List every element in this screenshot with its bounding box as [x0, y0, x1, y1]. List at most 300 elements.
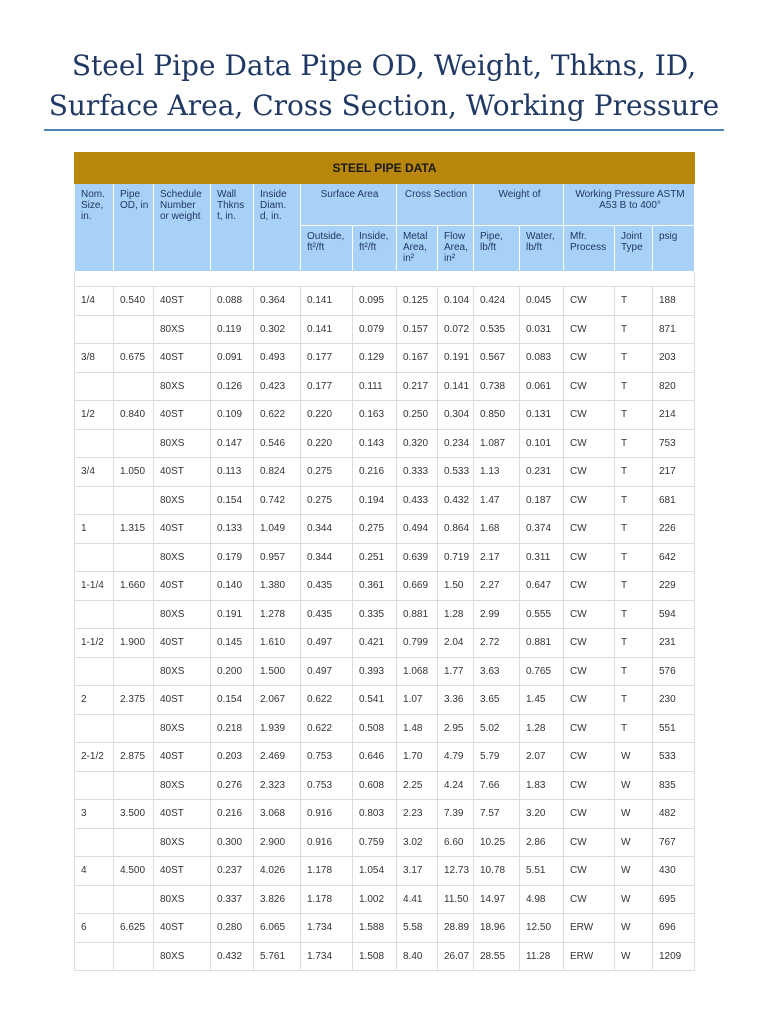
- cell-nom-size: [75, 771, 114, 800]
- cell-inside-diameter: 1.610: [254, 629, 301, 658]
- table-row: [75, 828, 695, 857]
- cell-nom-size: [75, 828, 114, 857]
- cell-inside-area: 0.335: [353, 600, 397, 629]
- cell-pipe-weight: 2.72: [474, 629, 520, 658]
- cell-pipe-weight: 10.78: [474, 857, 520, 886]
- cell-joint-type: T: [615, 629, 653, 658]
- cell-nom-size: 4: [75, 857, 114, 886]
- cell-inside-diameter: 6.065: [254, 914, 301, 943]
- cell-metal-area: 0.250: [397, 401, 438, 430]
- table-row: [75, 315, 695, 344]
- cell-psig: 231: [653, 629, 695, 658]
- cell-pipe-weight: 0.567: [474, 344, 520, 373]
- cell-pipe-od: 0.540: [114, 287, 154, 316]
- cell-water-weight: 3.20: [520, 800, 564, 829]
- table-row: [75, 657, 695, 686]
- cell-pipe-weight: 3.65: [474, 686, 520, 715]
- cell-metal-area: 0.799: [397, 629, 438, 658]
- cell-mfr-process: ERW: [564, 914, 615, 943]
- cell-inside-area: 0.163: [353, 401, 397, 430]
- cell-water-weight: 1.28: [520, 714, 564, 743]
- cell-schedule: 80XS: [154, 429, 211, 458]
- table-banner: STEEL PIPE DATA: [75, 153, 695, 184]
- cell-pipe-weight: 5.02: [474, 714, 520, 743]
- cell-psig: 226: [653, 515, 695, 544]
- cell-wall-thickness: 0.145: [211, 629, 254, 658]
- table-row: [75, 942, 695, 971]
- cell-pipe-weight: 2.17: [474, 543, 520, 572]
- cell-wall-thickness: 0.119: [211, 315, 254, 344]
- cell-pipe-od: 1.660: [114, 572, 154, 601]
- cell-schedule: 80XS: [154, 600, 211, 629]
- cell-mfr-process: CW: [564, 372, 615, 401]
- cell-psig: 835: [653, 771, 695, 800]
- cell-water-weight: 4.98: [520, 885, 564, 914]
- cell-outside-area: 0.220: [301, 429, 353, 458]
- cell-inside-diameter: 0.493: [254, 344, 301, 373]
- cell-joint-type: T: [615, 315, 653, 344]
- cell-nom-size: [75, 429, 114, 458]
- cell-schedule: 40ST: [154, 857, 211, 886]
- cell-outside-area: 0.753: [301, 771, 353, 800]
- cell-mfr-process: CW: [564, 515, 615, 544]
- cell-flow-area: 0.072: [438, 315, 474, 344]
- cell-water-weight: 0.061: [520, 372, 564, 401]
- table-row: [75, 714, 695, 743]
- cell-metal-area: 5.58: [397, 914, 438, 943]
- cell-joint-type: T: [615, 486, 653, 515]
- table-row: [75, 458, 695, 487]
- cell-schedule: 40ST: [154, 458, 211, 487]
- header-surface-area: Surface Area: [301, 184, 397, 226]
- cell-inside-area: 0.111: [353, 372, 397, 401]
- cell-wall-thickness: 0.200: [211, 657, 254, 686]
- cell-metal-area: 8.40: [397, 942, 438, 971]
- cell-nom-size: [75, 942, 114, 971]
- cell-nom-size: [75, 486, 114, 515]
- cell-wall-thickness: 0.113: [211, 458, 254, 487]
- cell-joint-type: W: [615, 857, 653, 886]
- cell-outside-area: 0.753: [301, 743, 353, 772]
- cell-pipe-od: [114, 543, 154, 572]
- cell-joint-type: W: [615, 942, 653, 971]
- cell-pipe-od: 1.050: [114, 458, 154, 487]
- cell-pipe-od: 4.500: [114, 857, 154, 886]
- cell-pipe-od: [114, 486, 154, 515]
- cell-pipe-weight: 1.13: [474, 458, 520, 487]
- cell-flow-area: 0.304: [438, 401, 474, 430]
- cell-pipe-od: [114, 828, 154, 857]
- steel-pipe-table-container: [74, 152, 694, 971]
- cell-outside-area: 0.916: [301, 800, 353, 829]
- cell-water-weight: 0.045: [520, 287, 564, 316]
- cell-psig: 533: [653, 743, 695, 772]
- cell-nom-size: [75, 543, 114, 572]
- cell-joint-type: W: [615, 914, 653, 943]
- cell-mfr-process: CW: [564, 315, 615, 344]
- cell-schedule: 40ST: [154, 686, 211, 715]
- cell-schedule: 40ST: [154, 914, 211, 943]
- cell-mfr-process: CW: [564, 857, 615, 886]
- cell-mfr-process: CW: [564, 287, 615, 316]
- cell-inside-area: 0.194: [353, 486, 397, 515]
- header-metal-area: Metal Area, in²: [397, 226, 438, 272]
- cell-inside-area: 0.759: [353, 828, 397, 857]
- cell-metal-area: 3.02: [397, 828, 438, 857]
- cell-pipe-weight: 2.99: [474, 600, 520, 629]
- cell-pipe-od: [114, 942, 154, 971]
- cell-water-weight: 0.765: [520, 657, 564, 686]
- cell-flow-area: 7.39: [438, 800, 474, 829]
- cell-wall-thickness: 0.088: [211, 287, 254, 316]
- cell-joint-type: W: [615, 885, 653, 914]
- cell-water-weight: 0.647: [520, 572, 564, 601]
- cell-inside-area: 0.803: [353, 800, 397, 829]
- cell-joint-type: T: [615, 686, 653, 715]
- cell-schedule: 80XS: [154, 315, 211, 344]
- cell-wall-thickness: 0.432: [211, 942, 254, 971]
- cell-schedule: 80XS: [154, 828, 211, 857]
- cell-joint-type: W: [615, 828, 653, 857]
- cell-joint-type: T: [615, 372, 653, 401]
- cell-psig: 229: [653, 572, 695, 601]
- cell-joint-type: T: [615, 600, 653, 629]
- cell-outside-area: 0.344: [301, 543, 353, 572]
- cell-psig: 482: [653, 800, 695, 829]
- cell-flow-area: 0.104: [438, 287, 474, 316]
- cell-nom-size: [75, 714, 114, 743]
- cell-flow-area: 0.719: [438, 543, 474, 572]
- cell-inside-diameter: 0.824: [254, 458, 301, 487]
- header-joint-type: Joint Type: [615, 226, 653, 272]
- cell-wall-thickness: 0.276: [211, 771, 254, 800]
- cell-mfr-process: CW: [564, 629, 615, 658]
- header-mfr-process: Mfr. Process: [564, 226, 615, 272]
- cell-metal-area: 0.433: [397, 486, 438, 515]
- cell-metal-area: 0.494: [397, 515, 438, 544]
- cell-nom-size: [75, 600, 114, 629]
- cell-flow-area: 6.60: [438, 828, 474, 857]
- cell-nom-size: [75, 885, 114, 914]
- cell-nom-size: 1/4: [75, 287, 114, 316]
- cell-flow-area: 4.79: [438, 743, 474, 772]
- cell-psig: 214: [653, 401, 695, 430]
- header-pipe-od: Pipe OD, in: [114, 184, 154, 272]
- cell-metal-area: 1.068: [397, 657, 438, 686]
- cell-pipe-weight: 1.087: [474, 429, 520, 458]
- cell-metal-area: 0.669: [397, 572, 438, 601]
- cell-nom-size: 3/8: [75, 344, 114, 373]
- cell-schedule: 40ST: [154, 629, 211, 658]
- table-row: [75, 572, 695, 601]
- cell-schedule: 80XS: [154, 543, 211, 572]
- cell-mfr-process: CW: [564, 600, 615, 629]
- cell-inside-area: 1.002: [353, 885, 397, 914]
- header-psig: psig: [653, 226, 695, 272]
- cell-outside-area: 0.275: [301, 486, 353, 515]
- cell-outside-area: 0.275: [301, 458, 353, 487]
- cell-psig: 642: [653, 543, 695, 572]
- cell-psig: 203: [653, 344, 695, 373]
- cell-inside-area: 1.508: [353, 942, 397, 971]
- cell-outside-area: 0.497: [301, 657, 353, 686]
- cell-water-weight: 0.311: [520, 543, 564, 572]
- cell-inside-area: 0.361: [353, 572, 397, 601]
- cell-pipe-weight: 1.68: [474, 515, 520, 544]
- table-row: [75, 885, 695, 914]
- cell-metal-area: 2.23: [397, 800, 438, 829]
- cell-inside-area: 0.646: [353, 743, 397, 772]
- cell-psig: 576: [653, 657, 695, 686]
- table-row: [75, 401, 695, 430]
- cell-inside-diameter: 0.302: [254, 315, 301, 344]
- cell-nom-size: [75, 315, 114, 344]
- cell-metal-area: 3.17: [397, 857, 438, 886]
- cell-metal-area: 1.07: [397, 686, 438, 715]
- cell-pipe-weight: 2.27: [474, 572, 520, 601]
- cell-nom-size: 3/4: [75, 458, 114, 487]
- cell-mfr-process: CW: [564, 714, 615, 743]
- cell-inside-area: 0.216: [353, 458, 397, 487]
- cell-flow-area: 28.89: [438, 914, 474, 943]
- cell-schedule: 80XS: [154, 657, 211, 686]
- cell-flow-area: 4.24: [438, 771, 474, 800]
- cell-flow-area: 2.04: [438, 629, 474, 658]
- header-cross-section: Cross Section: [397, 184, 474, 226]
- cell-nom-size: 3: [75, 800, 114, 829]
- cell-nom-size: 1: [75, 515, 114, 544]
- cell-mfr-process: CW: [564, 686, 615, 715]
- cell-pipe-weight: 1.47: [474, 486, 520, 515]
- cell-flow-area: 26.07: [438, 942, 474, 971]
- cell-water-weight: 0.555: [520, 600, 564, 629]
- title-divider: [44, 129, 724, 131]
- header-nom-size: Nom. Size, in.: [75, 184, 114, 272]
- cell-pipe-od: [114, 315, 154, 344]
- header-working-pressure: Working Pressure ASTM A53 B to 400°: [564, 184, 695, 226]
- cell-wall-thickness: 0.179: [211, 543, 254, 572]
- cell-inside-diameter: 0.957: [254, 543, 301, 572]
- cell-mfr-process: CW: [564, 401, 615, 430]
- cell-wall-thickness: 0.216: [211, 800, 254, 829]
- cell-inside-diameter: 4.026: [254, 857, 301, 886]
- cell-mfr-process: CW: [564, 771, 615, 800]
- cell-joint-type: T: [615, 458, 653, 487]
- cell-water-weight: 0.083: [520, 344, 564, 373]
- cell-schedule: 40ST: [154, 344, 211, 373]
- cell-flow-area: 11.50: [438, 885, 474, 914]
- table-row: [75, 629, 695, 658]
- cell-joint-type: W: [615, 743, 653, 772]
- cell-metal-area: 1.70: [397, 743, 438, 772]
- cell-wall-thickness: 0.147: [211, 429, 254, 458]
- table-row: [75, 486, 695, 515]
- cell-mfr-process: CW: [564, 800, 615, 829]
- cell-water-weight: 11.28: [520, 942, 564, 971]
- cell-schedule: 80XS: [154, 771, 211, 800]
- cell-pipe-weight: 0.850: [474, 401, 520, 430]
- table-row: [75, 344, 695, 373]
- table-row: [75, 771, 695, 800]
- table-row: [75, 800, 695, 829]
- cell-inside-area: 0.251: [353, 543, 397, 572]
- cell-schedule: 40ST: [154, 515, 211, 544]
- cell-pipe-weight: 0.424: [474, 287, 520, 316]
- cell-outside-area: 0.435: [301, 572, 353, 601]
- cell-flow-area: 0.141: [438, 372, 474, 401]
- cell-flow-area: 1.50: [438, 572, 474, 601]
- cell-inside-area: 0.079: [353, 315, 397, 344]
- cell-water-weight: 0.374: [520, 515, 564, 544]
- cell-pipe-od: [114, 885, 154, 914]
- cell-outside-area: 0.497: [301, 629, 353, 658]
- cell-outside-area: 0.141: [301, 315, 353, 344]
- cell-metal-area: 2.25: [397, 771, 438, 800]
- cell-outside-area: 0.344: [301, 515, 353, 544]
- cell-metal-area: 4.41: [397, 885, 438, 914]
- cell-inside-diameter: 0.622: [254, 401, 301, 430]
- header-inside: Inside, ft²/ft: [353, 226, 397, 272]
- cell-schedule: 80XS: [154, 942, 211, 971]
- cell-water-weight: 0.881: [520, 629, 564, 658]
- cell-pipe-od: 1.900: [114, 629, 154, 658]
- cell-psig: 1209: [653, 942, 695, 971]
- cell-mfr-process: CW: [564, 572, 615, 601]
- cell-outside-area: 0.220: [301, 401, 353, 430]
- cell-schedule: 80XS: [154, 714, 211, 743]
- cell-inside-diameter: 3.826: [254, 885, 301, 914]
- cell-pipe-od: 3.500: [114, 800, 154, 829]
- cell-nom-size: 1-1/2: [75, 629, 114, 658]
- cell-outside-area: 0.435: [301, 600, 353, 629]
- header-inside-diameter: Inside Diam. d, in.: [254, 184, 301, 272]
- cell-metal-area: 0.157: [397, 315, 438, 344]
- cell-mfr-process: CW: [564, 429, 615, 458]
- cell-schedule: 40ST: [154, 800, 211, 829]
- steel-pipe-data-table: [74, 152, 695, 971]
- cell-inside-diameter: 1.049: [254, 515, 301, 544]
- cell-pipe-od: 2.375: [114, 686, 154, 715]
- cell-water-weight: 0.101: [520, 429, 564, 458]
- cell-joint-type: T: [615, 543, 653, 572]
- cell-flow-area: 2.95: [438, 714, 474, 743]
- cell-joint-type: T: [615, 515, 653, 544]
- cell-water-weight: 0.031: [520, 315, 564, 344]
- cell-joint-type: T: [615, 429, 653, 458]
- cell-metal-area: 0.217: [397, 372, 438, 401]
- table-row: [75, 287, 695, 316]
- cell-joint-type: T: [615, 657, 653, 686]
- cell-pipe-weight: 0.738: [474, 372, 520, 401]
- cell-psig: 551: [653, 714, 695, 743]
- cell-schedule: 40ST: [154, 401, 211, 430]
- cell-pipe-weight: 5.79: [474, 743, 520, 772]
- cell-outside-area: 1.734: [301, 942, 353, 971]
- cell-pipe-od: 0.675: [114, 344, 154, 373]
- cell-nom-size: 6: [75, 914, 114, 943]
- cell-pipe-weight: 18.96: [474, 914, 520, 943]
- cell-outside-area: 0.916: [301, 828, 353, 857]
- cell-pipe-weight: 0.535: [474, 315, 520, 344]
- table-row: [75, 429, 695, 458]
- cell-metal-area: 1.48: [397, 714, 438, 743]
- header-schedule: Schedule Number or weight: [154, 184, 211, 272]
- cell-wall-thickness: 0.140: [211, 572, 254, 601]
- cell-inside-area: 0.393: [353, 657, 397, 686]
- cell-inside-diameter: 1.278: [254, 600, 301, 629]
- cell-schedule: 40ST: [154, 287, 211, 316]
- cell-pipe-od: 6.625: [114, 914, 154, 943]
- cell-water-weight: 0.131: [520, 401, 564, 430]
- cell-pipe-od: [114, 714, 154, 743]
- cell-pipe-weight: 7.57: [474, 800, 520, 829]
- cell-mfr-process: CW: [564, 657, 615, 686]
- cell-inside-diameter: 1.500: [254, 657, 301, 686]
- cell-psig: 753: [653, 429, 695, 458]
- cell-schedule: 40ST: [154, 743, 211, 772]
- cell-pipe-od: [114, 429, 154, 458]
- cell-metal-area: 0.881: [397, 600, 438, 629]
- cell-pipe-od: [114, 657, 154, 686]
- table-body: [75, 287, 695, 971]
- cell-nom-size: 1/2: [75, 401, 114, 430]
- cell-outside-area: 1.178: [301, 885, 353, 914]
- cell-wall-thickness: 0.237: [211, 857, 254, 886]
- cell-inside-area: 1.054: [353, 857, 397, 886]
- header-spacer: [75, 272, 695, 287]
- cell-psig: 820: [653, 372, 695, 401]
- cell-joint-type: T: [615, 714, 653, 743]
- cell-inside-diameter: 1.380: [254, 572, 301, 601]
- cell-wall-thickness: 0.126: [211, 372, 254, 401]
- cell-water-weight: 1.83: [520, 771, 564, 800]
- cell-metal-area: 0.125: [397, 287, 438, 316]
- cell-wall-thickness: 0.091: [211, 344, 254, 373]
- cell-outside-area: 0.177: [301, 372, 353, 401]
- cell-mfr-process: ERW: [564, 942, 615, 971]
- cell-joint-type: W: [615, 771, 653, 800]
- cell-joint-type: T: [615, 344, 653, 373]
- cell-psig: 767: [653, 828, 695, 857]
- cell-outside-area: 0.622: [301, 686, 353, 715]
- cell-wall-thickness: 0.109: [211, 401, 254, 430]
- cell-water-weight: 1.45: [520, 686, 564, 715]
- page-title-line-2: Surface Area, Cross Section, Working Pressure: [48, 89, 720, 122]
- cell-nom-size: [75, 657, 114, 686]
- cell-inside-area: 0.095: [353, 287, 397, 316]
- cell-wall-thickness: 0.218: [211, 714, 254, 743]
- cell-pipe-weight: 14.97: [474, 885, 520, 914]
- cell-wall-thickness: 0.133: [211, 515, 254, 544]
- cell-mfr-process: CW: [564, 743, 615, 772]
- cell-flow-area: 0.234: [438, 429, 474, 458]
- cell-flow-area: 0.864: [438, 515, 474, 544]
- cell-pipe-od: 0.840: [114, 401, 154, 430]
- cell-nom-size: 1-1/4: [75, 572, 114, 601]
- cell-inside-area: 0.143: [353, 429, 397, 458]
- cell-psig: 594: [653, 600, 695, 629]
- header-flow-area: Flow Area, in²: [438, 226, 474, 272]
- header-wall-thickness: Wall Thkns t, in.: [211, 184, 254, 272]
- cell-inside-area: 0.129: [353, 344, 397, 373]
- cell-outside-area: 0.622: [301, 714, 353, 743]
- cell-pipe-od: [114, 771, 154, 800]
- cell-wall-thickness: 0.191: [211, 600, 254, 629]
- cell-mfr-process: CW: [564, 828, 615, 857]
- cell-inside-area: 0.508: [353, 714, 397, 743]
- table-row: [75, 515, 695, 544]
- cell-wall-thickness: 0.280: [211, 914, 254, 943]
